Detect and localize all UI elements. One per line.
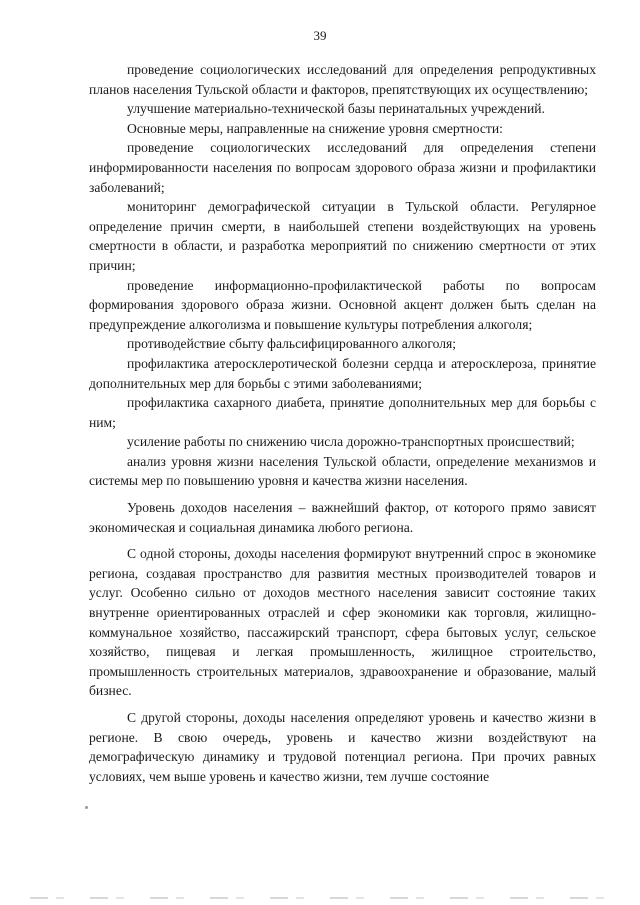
paragraph: профилактика атеросклеротической болезни сердца и атеросклероза, принятие дополнительных мер для борьбы с этими заболеваниями; bbox=[89, 355, 596, 391]
paragraph: проведение информационно-профилактической работы по вопросам формирования здорового образа жизни. Основной акцент должен быть сделан на предупреждение алкоголизма и повышение культуры потребления алкоголя; bbox=[89, 277, 596, 332]
paragraph: Основные меры, направленные на снижение уровня смертности: bbox=[127, 120, 503, 136]
scan-speck bbox=[85, 806, 88, 809]
paragraph: мониторинг демографической ситуации в Тульской области. Регулярное определение причин смерти, в наибольшей степени воздействующих на уровень смертности в области, и разработка мероприятий по снижению смертности от этих причин; bbox=[89, 199, 596, 273]
paragraph: анализ уровня жизни населения Тульской области, определение механизмов и системы мер по повышению уровня и качества жизни населения. bbox=[89, 453, 596, 489]
document-body bbox=[89, 60, 596, 786]
paragraph: Уровень доходов населения – важнейший фактор, от которого прямо зависят экономическая и социальная динамика любого региона. bbox=[89, 500, 596, 535]
paragraph: противодействие сбыту фальсифицированного алкоголя; bbox=[127, 336, 457, 352]
paragraph: усиление работы по снижению числа дорожно-транспортных происшествий; bbox=[127, 434, 575, 450]
page-number: 39 bbox=[313, 28, 327, 43]
paragraph: проведение социологических исследований для определения степени информированности населения по вопросам здорового образа жизни и профилактики заболеваний; bbox=[89, 140, 596, 195]
paragraph: С другой стороны, доходы населения определяют уровень и качество жизни в регионе. В свою очередь, уровень и качество жизни воздействуют на демографическую динамику и трудовой потенциал региона. При прочих равных условиях, чем выше уровень и качество жизни, тем лучше состояние bbox=[89, 710, 596, 784]
paragraph: проведение социологических исследований для определения репродуктивных планов населения Тульской области и факторов, препятствующих их осуществлению; bbox=[89, 62, 596, 97]
paragraph: С одной стороны, доходы населения формируют внутренний спрос в экономике региона, создавая пространство для развития местных производителей товаров и услуг. Особенно сильно от доходов местного населения зависит состояние таких внутренне ориентированных отраслей и сфер экономики как торговля, жилищно-коммунальное хозяйство, пассажирский транспорт, сфера бытовых услуг, сельское хозяйство, пищевая и легкая промышленность, жилищное строительство, промышленность строительных материалов, здравоохранение и образование, малый бизнес. bbox=[89, 546, 596, 699]
paragraph: профилактика сахарного диабета, принятие дополнительных мер для борьбы с ним; bbox=[89, 395, 596, 430]
paragraph: улучшение материально-технической базы перинатальных учреждений. bbox=[127, 101, 545, 117]
scan-bottom-edge bbox=[30, 897, 610, 899]
